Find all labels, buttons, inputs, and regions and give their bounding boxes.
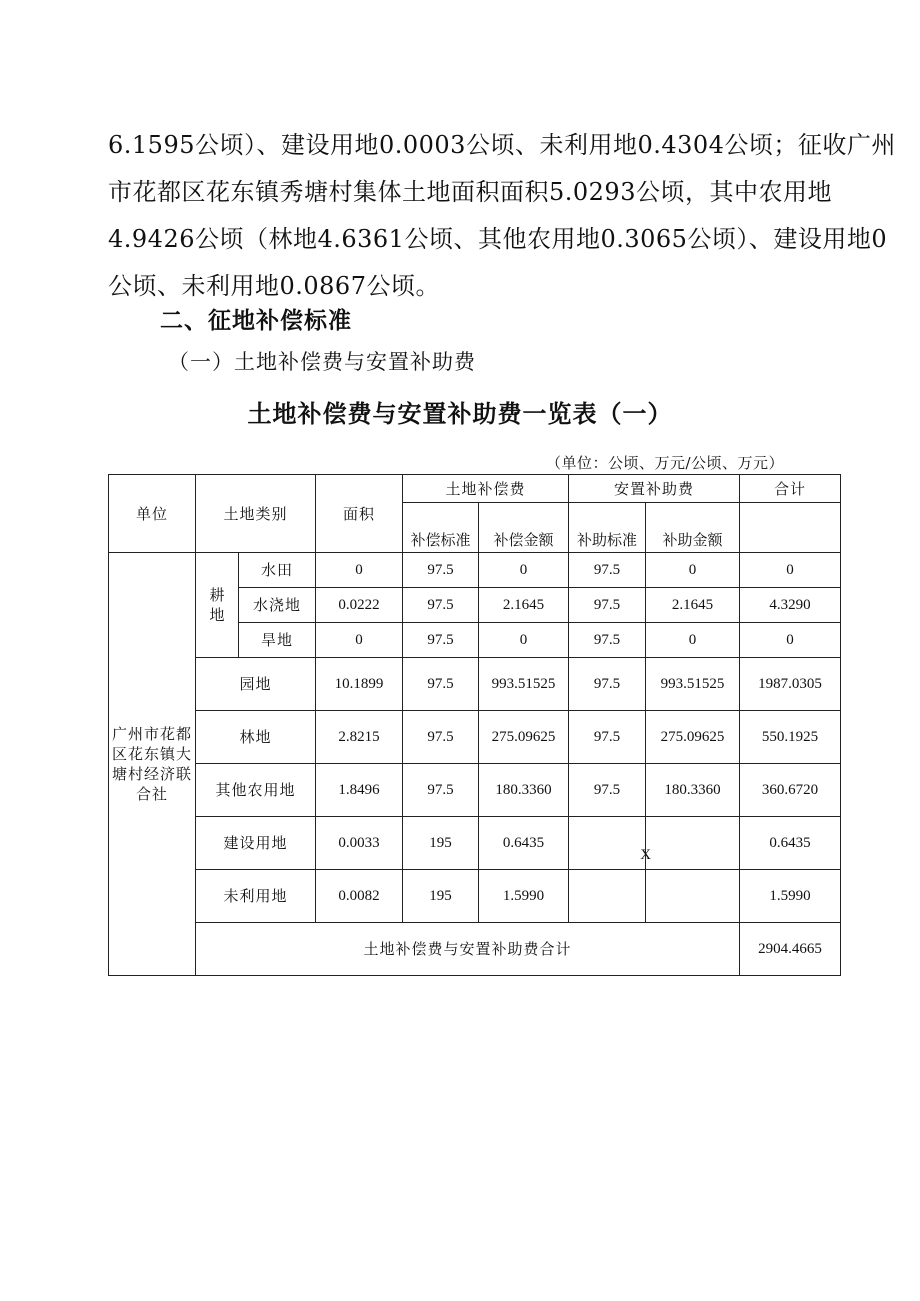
section-heading: 二、征地补偿标准 — [160, 308, 352, 334]
land-type: 园地 — [196, 658, 316, 711]
header-total-empty — [740, 503, 841, 553]
sub-amount-value: 180.3360 — [646, 764, 740, 817]
unit-name-line: 广州市花都 — [111, 725, 192, 743]
sub-standard-value: 97.5 — [569, 588, 646, 623]
header-sub-standard: 补助标准 — [569, 503, 646, 553]
grand-total-row — [109, 923, 841, 976]
land-type: 其他农用地 — [196, 764, 316, 817]
land-type: 未利用地 — [196, 870, 316, 923]
total-value: 0 — [740, 623, 841, 658]
paragraph-line: 6.1595公顷）、建设用地0.0003公顷、未利用地0.4304公顷；征收广州 — [108, 131, 896, 159]
comp-standard-value: 195 — [403, 817, 479, 870]
area-value: 2.8215 — [316, 711, 403, 764]
header-unit: 单位 — [109, 475, 196, 553]
sub-standard-value — [569, 817, 652, 870]
sub-amount-value: 2.1645 — [646, 588, 740, 623]
sub-amount-value: 275.09625 — [646, 711, 740, 764]
unit-name-line: 塘村经济联 — [111, 765, 192, 783]
unit-note: （单位：公顷、万元/公顷、万元） — [545, 454, 784, 472]
comp-amount-value: 993.51525 — [479, 658, 569, 711]
sub-standard-value: 97.5 — [569, 764, 646, 817]
x-mark: X — [640, 847, 652, 863]
comp-amount-value: 275.09625 — [479, 711, 569, 764]
header-sub-amount: 补助金额 — [646, 503, 740, 553]
sub-standard-value: 97.5 — [569, 623, 646, 658]
comp-standard-value: 97.5 — [403, 623, 479, 658]
table-row — [109, 764, 841, 817]
area-value: 0.0082 — [316, 870, 403, 923]
comp-amount-value: 1.5990 — [479, 870, 569, 923]
comp-standard-value: 97.5 — [403, 553, 479, 588]
table-row — [109, 817, 841, 870]
land-type: 旱地 — [239, 623, 316, 658]
comp-standard-value: 97.5 — [403, 588, 479, 623]
comp-amount-value: 180.3360 — [479, 764, 569, 817]
table-row — [109, 870, 841, 923]
arable-land-cell — [196, 553, 239, 658]
sub-standard-value — [569, 870, 646, 923]
total-value: 550.1925 — [740, 711, 841, 764]
total-value: 1987.0305 — [740, 658, 841, 711]
paragraph-line: 市花都区花东镇秀塘村集体土地面积面积5.0293公顷，其中农用地 — [108, 178, 832, 206]
paragraph-line: 4.9426公顷（林地4.6361公顷、其他农用地0.3065公顷）、建设用地0 — [108, 225, 888, 253]
arable-label-char: 地 — [209, 606, 225, 624]
area-value: 0 — [316, 553, 403, 588]
sub-amount-value — [646, 817, 740, 870]
area-value: 1.8496 — [316, 764, 403, 817]
total-value: 4.3290 — [740, 588, 841, 623]
comp-standard-value: 97.5 — [403, 658, 479, 711]
area-value: 0.0033 — [316, 817, 403, 870]
sub-standard-value: 97.5 — [569, 711, 646, 764]
unit-name-line: 合社 — [135, 785, 168, 803]
area-value: 0 — [316, 623, 403, 658]
sub-amount-value: 0 — [646, 553, 740, 588]
header-comp-standard: 补偿标准 — [403, 503, 479, 553]
comp-standard-value: 97.5 — [403, 711, 479, 764]
header-area: 面积 — [316, 475, 403, 553]
total-value: 360.6720 — [740, 764, 841, 817]
header-land-type: 土地类别 — [196, 475, 316, 553]
header-resettlement-subsidy: 安置补助费 — [569, 475, 740, 503]
header-total: 合计 — [740, 475, 841, 503]
land-type: 水田 — [239, 553, 316, 588]
sub-standard-value: 97.5 — [569, 553, 646, 588]
header-comp-amount: 补偿金额 — [479, 503, 569, 553]
land-type: 林地 — [196, 711, 316, 764]
total-value: 0 — [740, 553, 841, 588]
comp-standard-value: 97.5 — [403, 764, 479, 817]
table-row — [109, 658, 841, 711]
arable-label-char: 耕 — [209, 586, 225, 604]
area-value: 0.0222 — [316, 588, 403, 623]
land-type: 建设用地 — [196, 817, 316, 870]
compensation-table — [108, 474, 841, 976]
total-value: 0.6435 — [740, 817, 841, 870]
total-value: 1.5990 — [740, 870, 841, 923]
grand-total-value: 2904.4665 — [740, 923, 841, 976]
sub-standard-value: 97.5 — [569, 658, 646, 711]
paragraph-line: 公顷、未利用地0.0867公顷。 — [108, 272, 440, 300]
intro-paragraph — [108, 122, 896, 310]
comp-amount-value: 0 — [479, 623, 569, 658]
table-row — [109, 711, 841, 764]
unit-name-cell — [109, 553, 196, 976]
comp-amount-value: 2.1645 — [479, 588, 569, 623]
sub-amount-value: 0 — [646, 623, 740, 658]
table-title: 土地补偿费与安置补助费一览表（一） — [247, 400, 673, 428]
unit-name-line: 区花东镇大 — [111, 745, 192, 763]
comp-amount-value: 0.6435 — [479, 817, 569, 870]
land-type: 水浇地 — [239, 588, 316, 623]
grand-total-label: 土地补偿费与安置补助费合计 — [196, 923, 740, 976]
comp-amount-value: 0 — [479, 553, 569, 588]
table-row — [109, 553, 841, 588]
sub-amount-value: 993.51525 — [646, 658, 740, 711]
header-land-compensation: 土地补偿费 — [403, 475, 569, 503]
sub-amount-value — [646, 870, 740, 923]
area-value: 10.1899 — [316, 658, 403, 711]
comp-standard-value: 195 — [403, 870, 479, 923]
sub-heading: （一）土地补偿费与安置补助费 — [168, 350, 476, 374]
